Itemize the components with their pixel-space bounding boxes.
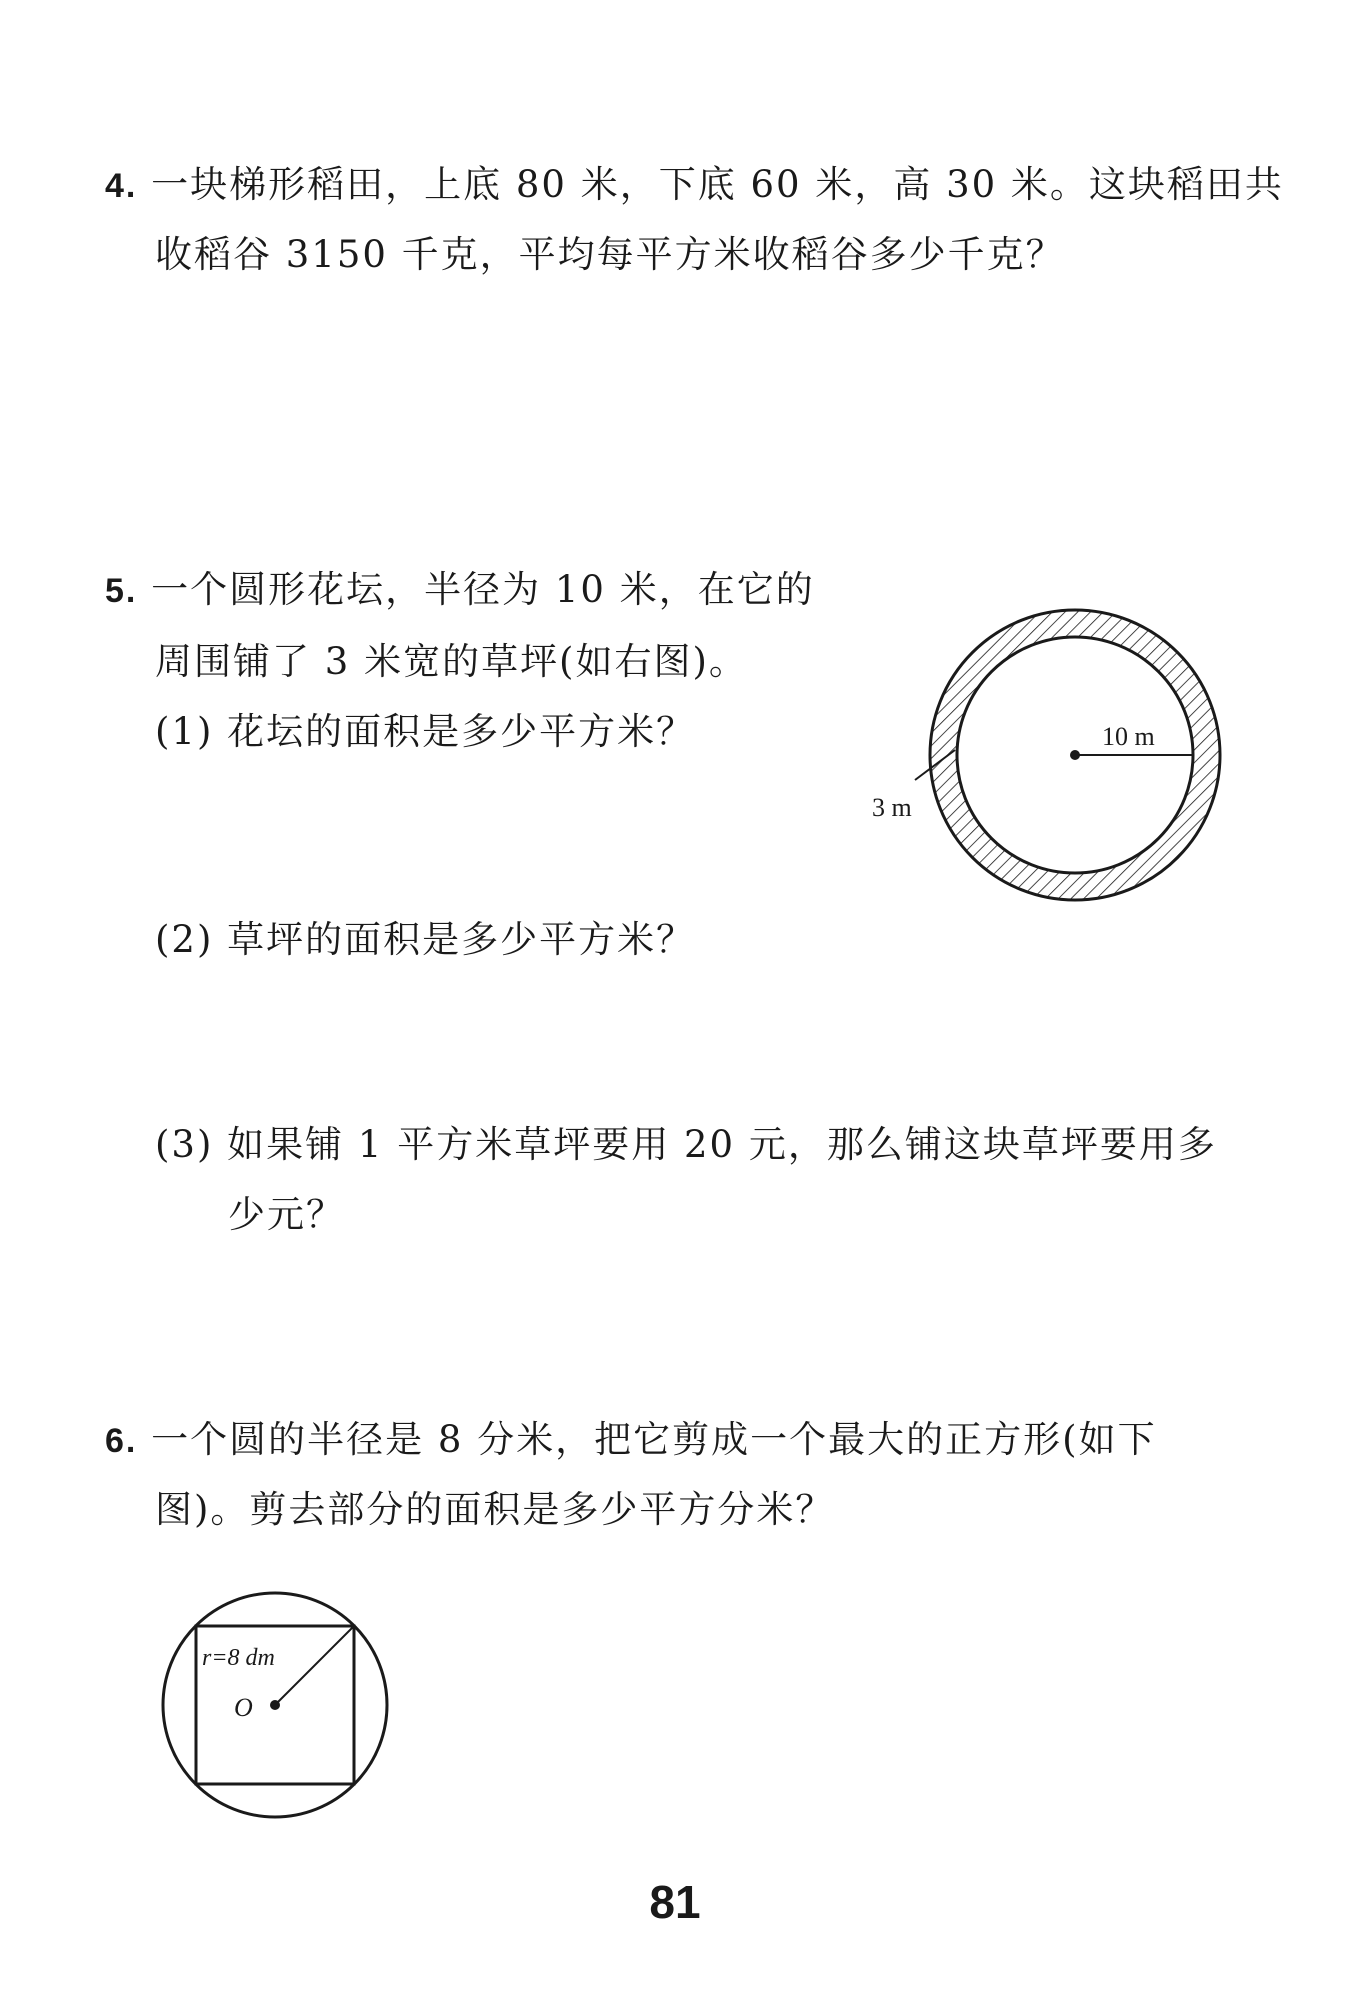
problem-5-line-1 [105,565,815,616]
problem-5-text-1: 一个圆形花坛，半径为 10 米，在它的 [151,568,815,611]
problem-5-number: 5. [105,572,138,610]
radius-label: 10 m [1102,722,1155,751]
page-number: 81 [649,1876,701,1928]
problem-4-text-1: 一块梯形稻田，上底 80 米，下底 60 米，高 30 米。这块稻田共 [151,163,1284,206]
problem-4-line-2: 收稻谷 3150 千克，平均每平方米收稻谷多少千克？ [155,233,1065,276]
problem-6-line-2: 图)。剪去部分的面积是多少平方分米？ [155,1488,835,1531]
problem-5-line-2: 周围铺了 3 米宽的草坪(如右图)。 [155,640,748,683]
annulus-figure [860,600,1240,920]
problem-4-line-1 [105,160,1284,211]
inscribed-square-figure [150,1580,400,1830]
center-label: O [234,1693,253,1722]
radius-label: r=8 dm [202,1645,275,1671]
problem-5-question-1: (1) 花坛的面积是多少平方米？ [155,710,696,753]
problem-6-line-1 [105,1415,1157,1466]
problem-5-question-2: (2) 草坪的面积是多少平方米？ [155,918,696,961]
problem-4-number: 4. [105,167,138,205]
center-dot [1070,750,1080,760]
problem-5-question-3-line-2: 少元？ [228,1193,345,1236]
center-dot [270,1700,280,1710]
problem-5-question-3-line-1: (3) 如果铺 1 平方米草坪要用 20 元，那么铺这块草坪要用多 [155,1123,1217,1166]
problem-6-number: 6. [105,1422,138,1460]
radius-line [275,1626,354,1705]
width-label: 3 m [872,793,912,822]
problem-6-text-1: 一个圆的半径是 8 分米，把它剪成一个最大的正方形(如下 [151,1418,1157,1461]
